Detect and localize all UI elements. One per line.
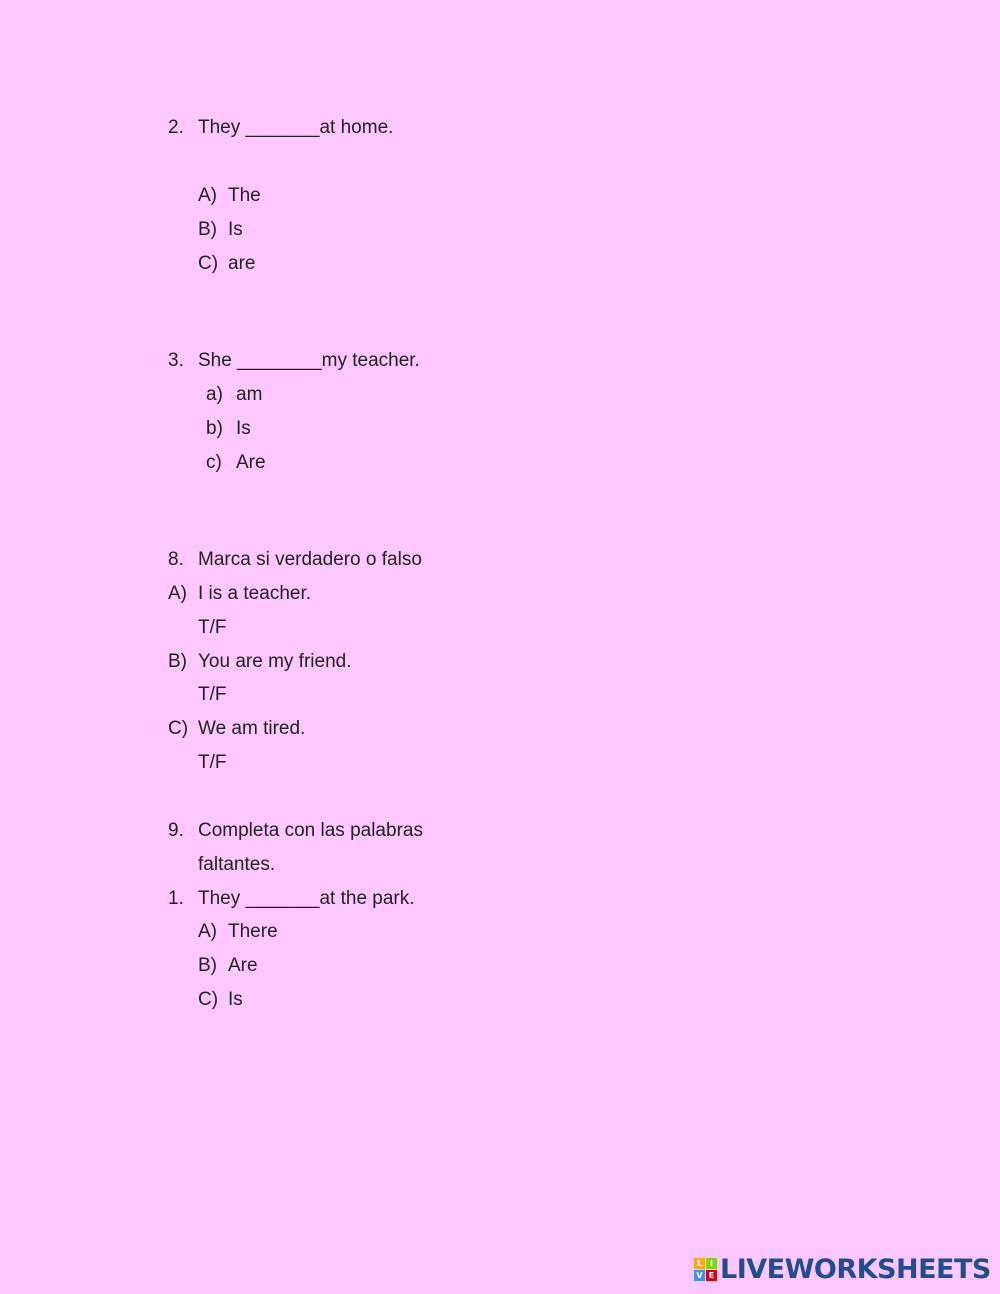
true-false-answer[interactable]: T/F	[198, 752, 227, 773]
option-letter: B)	[198, 219, 217, 240]
logo-letter: E	[706, 1270, 717, 1281]
question-text: They _______at home.	[198, 117, 394, 138]
option-letter: B)	[198, 955, 217, 976]
item-letter: A)	[168, 583, 187, 604]
option-text: The	[228, 185, 261, 206]
option-text: Is	[228, 219, 243, 240]
item-letter: B)	[168, 651, 187, 672]
question-text: Completa con las palabras	[198, 820, 423, 841]
option-letter: a)	[206, 384, 223, 405]
sub-question-text: They _______at the park.	[198, 888, 415, 909]
option-letter: C)	[198, 989, 219, 1010]
item-text: You are my friend.	[198, 651, 352, 672]
option-letter: A)	[198, 185, 217, 206]
brand-name: LIVEWORKSHEETS	[720, 1253, 991, 1285]
question-number: 3.	[168, 350, 184, 371]
sub-question-number: 1.	[168, 888, 184, 909]
question-number: 8.	[168, 549, 184, 570]
logo-letter: V	[694, 1270, 705, 1281]
logo-letter: I	[706, 1258, 717, 1269]
question-text: She ________my teacher.	[198, 350, 420, 371]
option-text: Are	[228, 955, 258, 976]
option-text: are	[228, 253, 256, 274]
option-text: Is	[228, 989, 243, 1010]
option-text: Is	[236, 418, 251, 439]
question-number: 2.	[168, 117, 184, 138]
option-text: am	[236, 384, 263, 405]
true-false-answer[interactable]: T/F	[198, 684, 227, 705]
question-text: Marca si verdadero o falso	[198, 549, 422, 570]
liveworksheets-logo	[694, 1253, 991, 1285]
item-letter: C)	[168, 718, 189, 739]
question-text-continued: faltantes.	[198, 854, 276, 875]
live-logo-icon	[694, 1258, 717, 1281]
logo-letter: L	[694, 1258, 705, 1269]
option-letter: c)	[206, 452, 222, 473]
option-letter: b)	[206, 418, 223, 439]
item-text: We am tired.	[198, 718, 306, 739]
option-text: There	[228, 921, 278, 942]
item-text: I is a teacher.	[198, 583, 312, 604]
question-number: 9.	[168, 820, 184, 841]
option-letter: A)	[198, 921, 217, 942]
true-false-answer[interactable]: T/F	[198, 617, 227, 638]
option-letter: C)	[198, 253, 219, 274]
option-text: Are	[236, 452, 266, 473]
